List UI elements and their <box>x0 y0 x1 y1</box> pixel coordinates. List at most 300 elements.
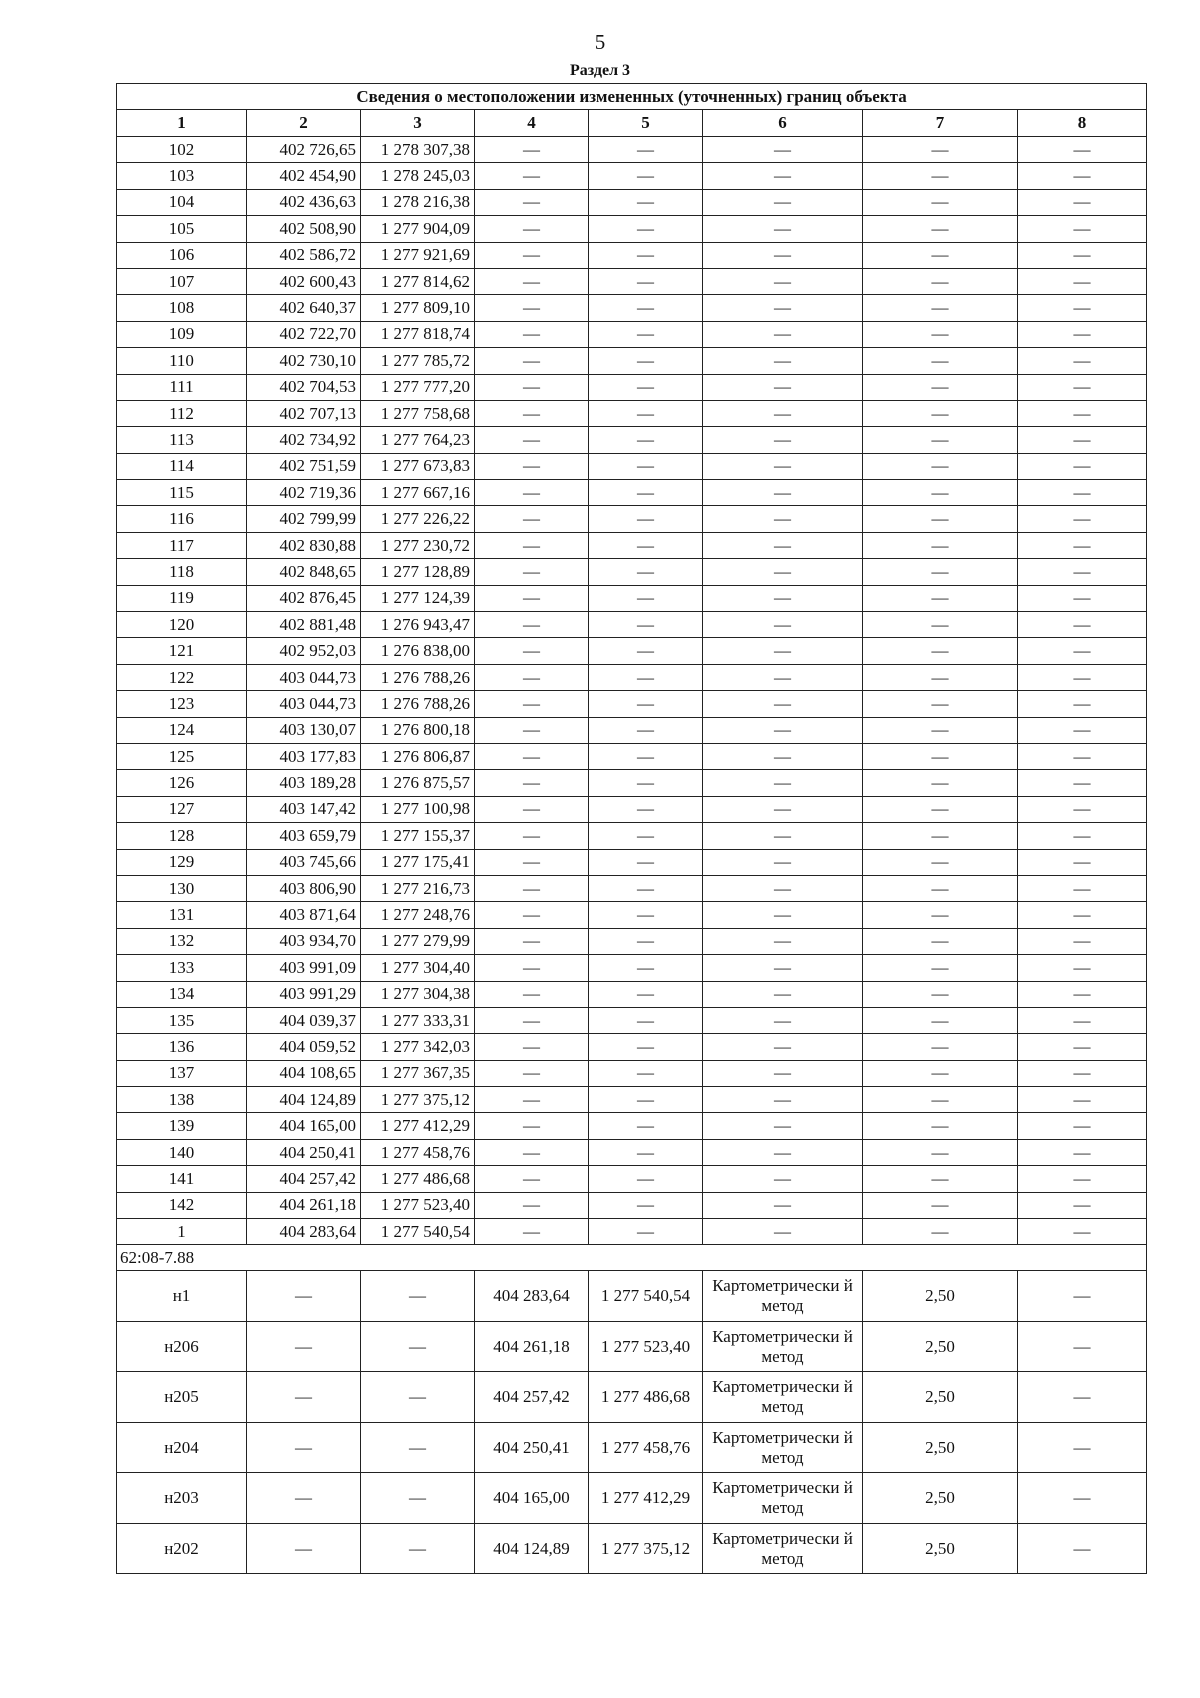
empty-dash: — <box>1018 137 1147 163</box>
method-cell: Картометрически й метод <box>703 1372 863 1423</box>
empty-dash: — <box>589 400 703 426</box>
coord-x-old: 404 261,18 <box>247 1192 361 1218</box>
point-number: 102 <box>117 137 247 163</box>
empty-dash: — <box>863 796 1018 822</box>
boundary-table <box>116 83 1147 1574</box>
coord-x-old: 402 508,90 <box>247 216 361 242</box>
empty-dash: — <box>703 532 863 558</box>
empty-dash: — <box>863 559 1018 585</box>
empty-dash: — <box>703 559 863 585</box>
coord-y-old: 1 277 809,10 <box>361 295 475 321</box>
empty-dash: — <box>589 321 703 347</box>
empty-dash: — <box>863 770 1018 796</box>
coord-y-old: 1 277 814,62 <box>361 268 475 294</box>
column-number: 6 <box>703 110 863 137</box>
empty-dash: — <box>475 585 589 611</box>
coord-x-old: 404 165,00 <box>247 1113 361 1139</box>
empty-dash: — <box>589 295 703 321</box>
empty-dash: — <box>589 1060 703 1086</box>
empty-dash: — <box>589 585 703 611</box>
empty-dash: — <box>863 1007 1018 1033</box>
coord-y-old: 1 277 367,35 <box>361 1060 475 1086</box>
coord-x-old: 402 707,13 <box>247 400 361 426</box>
coord-x-old: 402 876,45 <box>247 585 361 611</box>
table-row <box>117 928 1147 954</box>
point-number: 109 <box>117 321 247 347</box>
coord-y-old: 1 276 806,87 <box>361 743 475 769</box>
empty-dash: — <box>863 955 1018 981</box>
empty-dash: — <box>589 691 703 717</box>
empty-dash: — <box>475 453 589 479</box>
empty-dash: — <box>863 453 1018 479</box>
empty-dash: — <box>863 137 1018 163</box>
empty-dash: — <box>475 875 589 901</box>
empty-dash: — <box>1018 638 1147 664</box>
empty-dash: — <box>475 506 589 532</box>
empty-dash: — <box>703 242 863 268</box>
empty-dash: — <box>589 506 703 532</box>
empty-dash: — <box>475 928 589 954</box>
table-row <box>117 1523 1147 1574</box>
empty-dash: — <box>863 480 1018 506</box>
empty-dash: — <box>1018 902 1147 928</box>
point-number: 137 <box>117 1060 247 1086</box>
coord-y-old: 1 277 124,39 <box>361 585 475 611</box>
column-number: 1 <box>117 110 247 137</box>
coord-x-old: 402 848,65 <box>247 559 361 585</box>
empty-dash: — <box>703 638 863 664</box>
table-row <box>117 1060 1147 1086</box>
coord-y-old: 1 277 304,40 <box>361 955 475 981</box>
empty-dash: — <box>703 348 863 374</box>
empty-dash: — <box>1018 691 1147 717</box>
empty-dash: — <box>475 849 589 875</box>
point-number: 139 <box>117 1113 247 1139</box>
empty-dash: — <box>1018 928 1147 954</box>
coord-y-old: 1 278 307,38 <box>361 137 475 163</box>
point-number: 117 <box>117 532 247 558</box>
method-cell: Картометрически й метод <box>703 1473 863 1524</box>
empty-dash: — <box>1018 1007 1147 1033</box>
coord-y-old: 1 278 216,38 <box>361 189 475 215</box>
empty-dash: — <box>1018 1372 1147 1423</box>
point-number: 142 <box>117 1192 247 1218</box>
empty-dash: — <box>863 902 1018 928</box>
empty-dash: — <box>1018 374 1147 400</box>
coord-x-old: 402 881,48 <box>247 612 361 638</box>
coord-x-old: 402 799,99 <box>247 506 361 532</box>
empty-dash: — <box>1018 321 1147 347</box>
empty-dash: — <box>863 216 1018 242</box>
empty-dash: — <box>1018 1087 1147 1113</box>
table-row <box>117 717 1147 743</box>
table-caption: Сведения о местоположении измененных (уточненных) границ объекта <box>117 84 1147 110</box>
point-number: н204 <box>117 1422 247 1473</box>
table-row <box>117 981 1147 1007</box>
table-row <box>117 1139 1147 1165</box>
empty-dash: — <box>475 664 589 690</box>
coord-x-new: 404 261,18 <box>475 1321 589 1372</box>
empty-dash: — <box>589 664 703 690</box>
empty-dash: — <box>475 480 589 506</box>
empty-dash: — <box>1018 875 1147 901</box>
coord-y-old: 1 277 128,89 <box>361 559 475 585</box>
empty-dash: — <box>1018 612 1147 638</box>
empty-dash: — <box>247 1523 361 1574</box>
coord-x-old: 403 044,73 <box>247 664 361 690</box>
empty-dash: — <box>1018 1271 1147 1322</box>
coord-x-old: 403 934,70 <box>247 928 361 954</box>
coord-y-old: 1 277 248,76 <box>361 902 475 928</box>
empty-dash: — <box>703 216 863 242</box>
coord-y-old: 1 277 100,98 <box>361 796 475 822</box>
coord-x-old: 402 600,43 <box>247 268 361 294</box>
point-number: 105 <box>117 216 247 242</box>
point-number: 133 <box>117 955 247 981</box>
empty-dash: — <box>475 1219 589 1245</box>
table-row <box>117 137 1147 163</box>
coord-x-old: 402 586,72 <box>247 242 361 268</box>
empty-dash: — <box>475 1087 589 1113</box>
empty-dash: — <box>589 532 703 558</box>
coord-x-new: 404 257,42 <box>475 1372 589 1423</box>
coord-x-old: 403 044,73 <box>247 691 361 717</box>
empty-dash: — <box>1018 585 1147 611</box>
empty-dash: — <box>703 612 863 638</box>
empty-dash: — <box>589 955 703 981</box>
empty-dash: — <box>475 295 589 321</box>
empty-dash: — <box>703 1139 863 1165</box>
empty-dash: — <box>863 427 1018 453</box>
empty-dash: — <box>703 163 863 189</box>
table-row <box>117 295 1147 321</box>
coord-x-old: 402 734,92 <box>247 427 361 453</box>
coord-y-old: 1 276 788,26 <box>361 691 475 717</box>
coord-y-old: 1 277 921,69 <box>361 242 475 268</box>
empty-dash: — <box>703 453 863 479</box>
empty-dash: — <box>863 348 1018 374</box>
coord-y-old: 1 277 333,31 <box>361 1007 475 1033</box>
table-row <box>117 1271 1147 1322</box>
coord-x-old: 403 871,64 <box>247 902 361 928</box>
empty-dash: — <box>589 638 703 664</box>
empty-dash: — <box>589 796 703 822</box>
empty-dash: — <box>1018 717 1147 743</box>
accuracy-cell: 2,50 <box>863 1422 1018 1473</box>
empty-dash: — <box>703 400 863 426</box>
table-row <box>117 691 1147 717</box>
coord-y-new: 1 277 523,40 <box>589 1321 703 1372</box>
empty-dash: — <box>361 1422 475 1473</box>
coord-y-old: 1 277 667,16 <box>361 480 475 506</box>
empty-dash: — <box>475 374 589 400</box>
point-number: 132 <box>117 928 247 954</box>
method-cell: Картометрически й метод <box>703 1422 863 1473</box>
point-number: 106 <box>117 242 247 268</box>
empty-dash: — <box>863 268 1018 294</box>
coord-y-old: 1 277 226,22 <box>361 506 475 532</box>
empty-dash: — <box>1018 1060 1147 1086</box>
empty-dash: — <box>475 242 589 268</box>
empty-dash: — <box>589 480 703 506</box>
empty-dash: — <box>1018 849 1147 875</box>
table-row <box>117 506 1147 532</box>
empty-dash: — <box>863 1166 1018 1192</box>
empty-dash: — <box>589 612 703 638</box>
table-row <box>117 612 1147 638</box>
table-row <box>117 321 1147 347</box>
empty-dash: — <box>589 849 703 875</box>
coord-y-old: 1 278 245,03 <box>361 163 475 189</box>
table-row <box>117 1422 1147 1473</box>
coord-x-new: 404 283,64 <box>475 1271 589 1322</box>
coord-x-old: 402 454,90 <box>247 163 361 189</box>
empty-dash: — <box>247 1321 361 1372</box>
point-number: 134 <box>117 981 247 1007</box>
empty-dash: — <box>703 717 863 743</box>
empty-dash: — <box>1018 189 1147 215</box>
empty-dash: — <box>703 295 863 321</box>
coord-x-old: 404 250,41 <box>247 1139 361 1165</box>
empty-dash: — <box>247 1473 361 1524</box>
empty-dash: — <box>863 981 1018 1007</box>
point-number: 115 <box>117 480 247 506</box>
empty-dash: — <box>703 955 863 981</box>
point-number: 1 <box>117 1219 247 1245</box>
table-row <box>117 1473 1147 1524</box>
empty-dash: — <box>247 1372 361 1423</box>
table-row <box>117 374 1147 400</box>
empty-dash: — <box>703 1034 863 1060</box>
empty-dash: — <box>475 1113 589 1139</box>
empty-dash: — <box>475 796 589 822</box>
point-number: 116 <box>117 506 247 532</box>
coord-x-old: 402 640,37 <box>247 295 361 321</box>
coord-y-old: 1 277 375,12 <box>361 1087 475 1113</box>
point-number: 138 <box>117 1087 247 1113</box>
empty-dash: — <box>703 189 863 215</box>
empty-dash: — <box>703 981 863 1007</box>
empty-dash: — <box>863 1034 1018 1060</box>
empty-dash: — <box>475 823 589 849</box>
empty-dash: — <box>475 612 589 638</box>
empty-dash: — <box>1018 1139 1147 1165</box>
coord-y-old: 1 277 785,72 <box>361 348 475 374</box>
empty-dash: — <box>475 321 589 347</box>
empty-dash: — <box>703 1219 863 1245</box>
empty-dash: — <box>1018 664 1147 690</box>
empty-dash: — <box>863 743 1018 769</box>
point-number: 111 <box>117 374 247 400</box>
empty-dash: — <box>1018 1321 1147 1372</box>
coord-x-old: 404 124,89 <box>247 1087 361 1113</box>
coord-x-old: 403 991,29 <box>247 981 361 1007</box>
point-number: 124 <box>117 717 247 743</box>
point-number: 118 <box>117 559 247 585</box>
empty-dash: — <box>1018 1523 1147 1574</box>
coord-y-old: 1 277 904,09 <box>361 216 475 242</box>
empty-dash: — <box>475 532 589 558</box>
empty-dash: — <box>703 506 863 532</box>
point-number: 123 <box>117 691 247 717</box>
coord-x-old: 403 806,90 <box>247 875 361 901</box>
coord-y-old: 1 277 523,40 <box>361 1192 475 1218</box>
empty-dash: — <box>863 823 1018 849</box>
empty-dash: — <box>703 849 863 875</box>
coord-x-old: 402 436,63 <box>247 189 361 215</box>
empty-dash: — <box>863 1087 1018 1113</box>
empty-dash: — <box>475 216 589 242</box>
empty-dash: — <box>475 743 589 769</box>
empty-dash: — <box>589 1166 703 1192</box>
empty-dash: — <box>1018 1219 1147 1245</box>
point-number: 108 <box>117 295 247 321</box>
table-row <box>117 585 1147 611</box>
empty-dash: — <box>703 875 863 901</box>
accuracy-cell: 2,50 <box>863 1271 1018 1322</box>
empty-dash: — <box>475 559 589 585</box>
empty-dash: — <box>703 743 863 769</box>
coord-y-old: 1 276 788,26 <box>361 664 475 690</box>
coord-y-old: 1 277 304,38 <box>361 981 475 1007</box>
coord-x-old: 403 177,83 <box>247 743 361 769</box>
new-points-body <box>117 1271 1147 1574</box>
point-number: 104 <box>117 189 247 215</box>
empty-dash: — <box>475 902 589 928</box>
coord-y-old: 1 277 458,76 <box>361 1139 475 1165</box>
table-row <box>117 1034 1147 1060</box>
empty-dash: — <box>703 268 863 294</box>
empty-dash: — <box>1018 1473 1147 1524</box>
empty-dash: — <box>863 638 1018 664</box>
empty-dash: — <box>1018 1034 1147 1060</box>
coord-x-old: 402 722,70 <box>247 321 361 347</box>
empty-dash: — <box>589 1007 703 1033</box>
table-row <box>117 823 1147 849</box>
point-number: 103 <box>117 163 247 189</box>
point-number: н1 <box>117 1271 247 1322</box>
empty-dash: — <box>589 743 703 769</box>
empty-dash: — <box>475 163 589 189</box>
coord-x-old: 402 719,36 <box>247 480 361 506</box>
point-number: 136 <box>117 1034 247 1060</box>
empty-dash: — <box>703 137 863 163</box>
table-row <box>117 664 1147 690</box>
empty-dash: — <box>863 189 1018 215</box>
empty-dash: — <box>1018 295 1147 321</box>
empty-dash: — <box>1018 268 1147 294</box>
empty-dash: — <box>589 348 703 374</box>
empty-dash: — <box>863 295 1018 321</box>
empty-dash: — <box>1018 480 1147 506</box>
empty-dash: — <box>1018 770 1147 796</box>
coord-x-old: 403 659,79 <box>247 823 361 849</box>
empty-dash: — <box>703 1087 863 1113</box>
coord-y-old: 1 277 412,29 <box>361 1113 475 1139</box>
empty-dash: — <box>589 823 703 849</box>
empty-dash: — <box>589 216 703 242</box>
table-row <box>117 242 1147 268</box>
column-number: 3 <box>361 110 475 137</box>
empty-dash: — <box>703 1192 863 1218</box>
empty-dash: — <box>703 374 863 400</box>
empty-dash: — <box>863 875 1018 901</box>
coord-x-old: 404 039,37 <box>247 1007 361 1033</box>
table-row <box>117 1087 1147 1113</box>
empty-dash: — <box>1018 823 1147 849</box>
table-row <box>117 875 1147 901</box>
table-row <box>117 559 1147 585</box>
table-row <box>117 400 1147 426</box>
empty-dash: — <box>589 1192 703 1218</box>
coord-y-new: 1 277 486,68 <box>589 1372 703 1423</box>
empty-dash: — <box>863 1192 1018 1218</box>
table-row <box>117 1219 1147 1245</box>
empty-dash: — <box>589 163 703 189</box>
coord-y-new: 1 277 412,29 <box>589 1473 703 1524</box>
table-row <box>117 532 1147 558</box>
empty-dash: — <box>475 717 589 743</box>
coord-x-old: 403 147,42 <box>247 796 361 822</box>
empty-dash: — <box>703 796 863 822</box>
empty-dash: — <box>703 1060 863 1086</box>
coord-y-old: 1 277 486,68 <box>361 1166 475 1192</box>
table-row <box>117 743 1147 769</box>
empty-dash: — <box>589 981 703 1007</box>
accuracy-cell: 2,50 <box>863 1523 1018 1574</box>
existing-points-body <box>117 137 1147 1245</box>
empty-dash: — <box>703 823 863 849</box>
coord-y-old: 1 277 175,41 <box>361 849 475 875</box>
point-number: 128 <box>117 823 247 849</box>
empty-dash: — <box>589 427 703 453</box>
empty-dash: — <box>1018 1166 1147 1192</box>
coord-x-old: 402 730,10 <box>247 348 361 374</box>
empty-dash: — <box>1018 1192 1147 1218</box>
coord-x-new: 404 124,89 <box>475 1523 589 1574</box>
empty-dash: — <box>475 1007 589 1033</box>
empty-dash: — <box>475 1034 589 1060</box>
coord-x-old: 402 952,03 <box>247 638 361 664</box>
empty-dash: — <box>703 427 863 453</box>
table-row <box>117 268 1147 294</box>
empty-dash: — <box>863 1139 1018 1165</box>
empty-dash: — <box>475 348 589 374</box>
coord-y-old: 1 276 875,57 <box>361 770 475 796</box>
empty-dash: — <box>475 691 589 717</box>
accuracy-cell: 2,50 <box>863 1473 1018 1524</box>
point-number: н205 <box>117 1372 247 1423</box>
coord-x-old: 403 745,66 <box>247 849 361 875</box>
coord-y-old: 1 277 216,73 <box>361 875 475 901</box>
point-number: 114 <box>117 453 247 479</box>
empty-dash: — <box>589 268 703 294</box>
empty-dash: — <box>703 1007 863 1033</box>
empty-dash: — <box>361 1523 475 1574</box>
empty-dash: — <box>247 1271 361 1322</box>
coord-x-new: 404 165,00 <box>475 1473 589 1524</box>
column-number-row <box>117 110 1147 137</box>
group-label: 62:08-7.88 <box>117 1245 1147 1271</box>
point-number: 121 <box>117 638 247 664</box>
table-row <box>117 1113 1147 1139</box>
empty-dash: — <box>703 321 863 347</box>
empty-dash: — <box>475 770 589 796</box>
empty-dash: — <box>589 928 703 954</box>
coord-y-old: 1 277 758,68 <box>361 400 475 426</box>
method-cell: Картометрически й метод <box>703 1271 863 1322</box>
method-cell: Картометрически й метод <box>703 1321 863 1372</box>
